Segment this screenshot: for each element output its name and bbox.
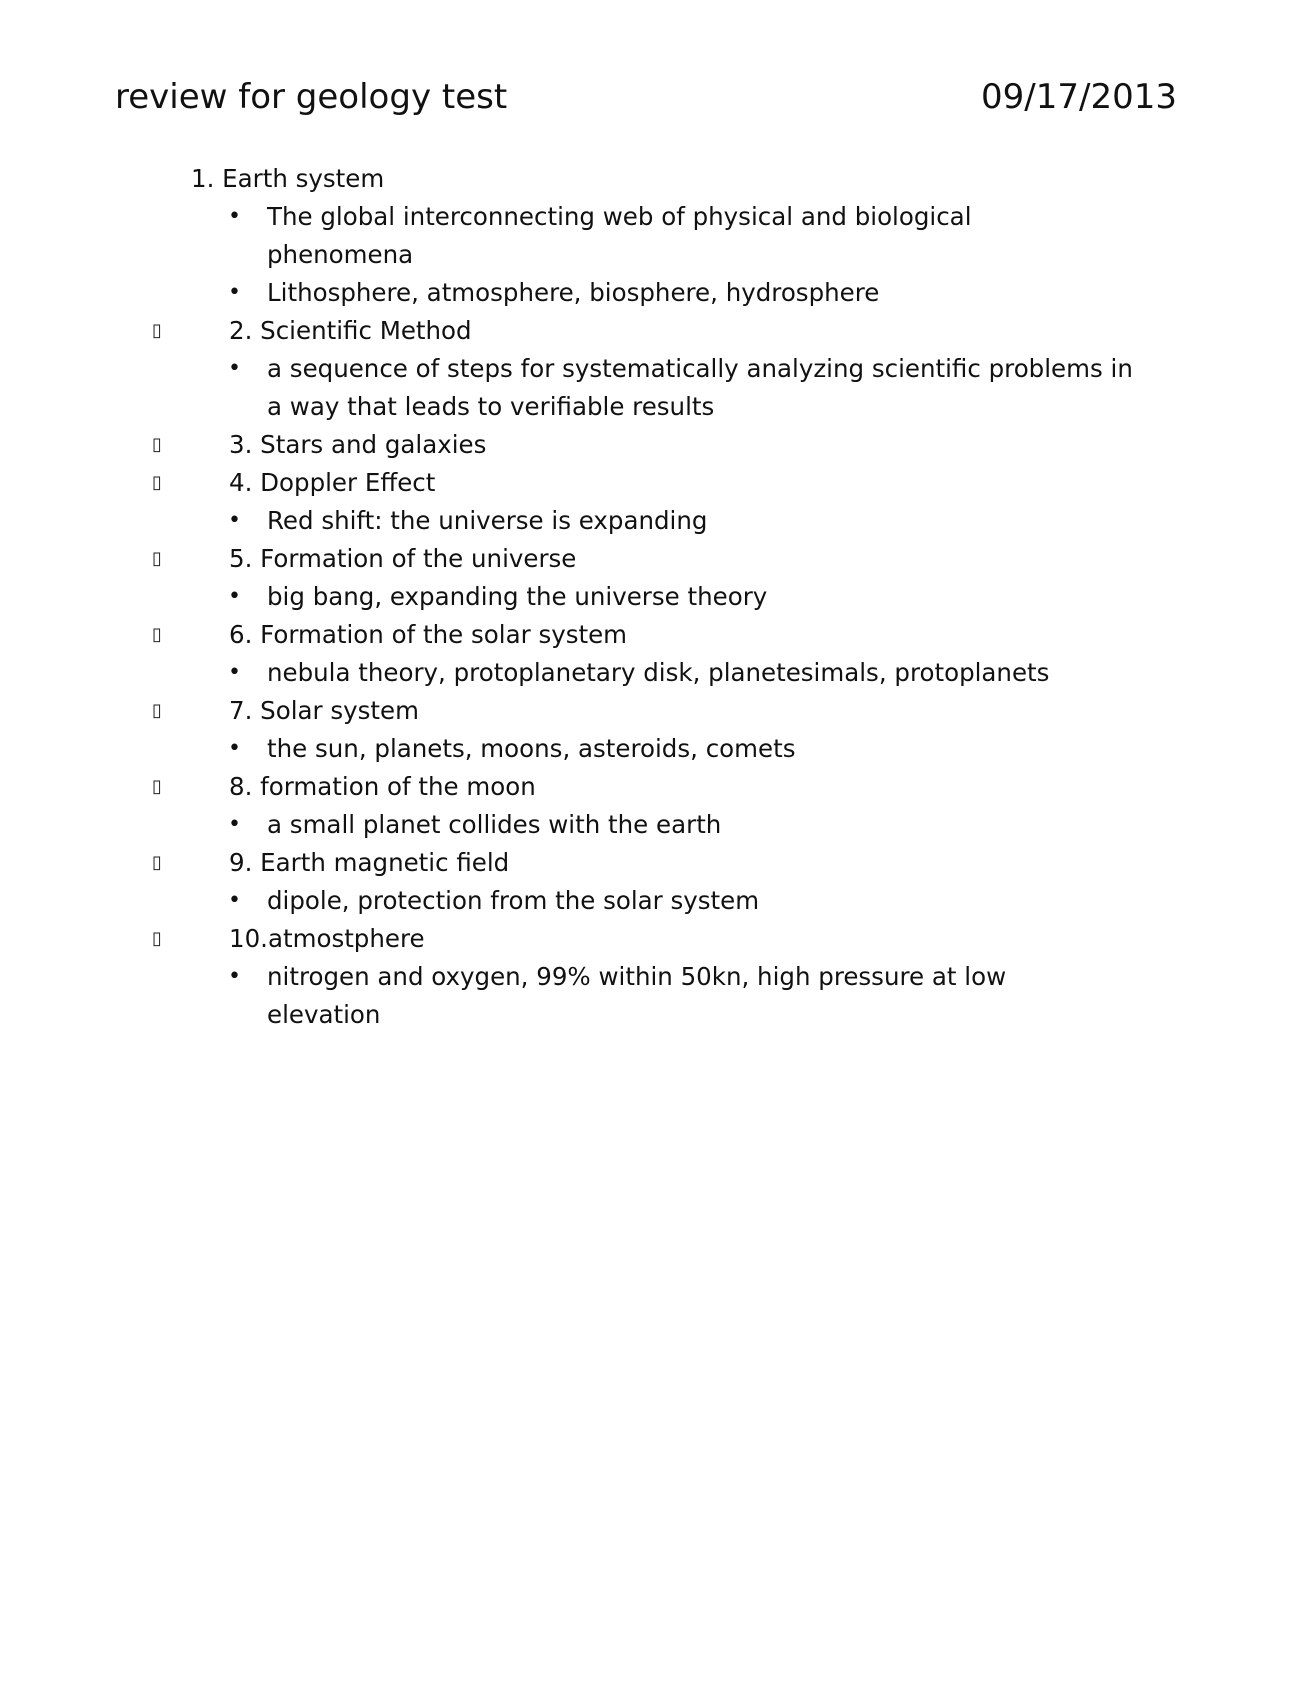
outline-bullet-text: Red shift: the universe is expanding: [267, 506, 708, 535]
outline-bullet-text: a small planet collides with the earth: [267, 810, 722, 839]
outline-bullet: [0, 578, 1306, 616]
missing-glyph-icon: ▯: [152, 624, 162, 645]
bullet-icon: •: [228, 280, 241, 305]
outline-bullet: [0, 654, 1306, 692]
outline-bullet-text: The global interconnecting web of physical and biological phenomena: [267, 202, 972, 269]
outline-bullet: [0, 730, 1306, 768]
outline-bullet: [0, 806, 1306, 844]
bullet-icon: •: [228, 356, 241, 381]
outline-bullet: [0, 350, 1306, 426]
review-outline: [0, 160, 1306, 1034]
outline-bullet-text: nebula theory, protoplanetary disk, planetesimals, protoplanets: [267, 658, 1050, 687]
document-date: 09/17/2013: [981, 77, 1177, 117]
bullet-icon: •: [228, 584, 241, 609]
outline-bullet-text: Lithosphere, atmosphere, biosphere, hydrosphere: [267, 278, 880, 307]
outline-item-label: 10.atmostphere: [229, 924, 425, 953]
outline-bullet-text: a sequence of steps for systematically analyzing scientific problems in a way that leads to verifiable results: [267, 354, 1133, 421]
missing-glyph-icon: ▯: [152, 852, 162, 873]
bullet-icon: •: [228, 204, 241, 229]
document-title: review for geology test: [115, 77, 508, 117]
outline-item: [0, 768, 1306, 806]
outline-item-label: 3. Stars and galaxies: [229, 430, 487, 459]
outline-item: [0, 844, 1306, 882]
outline-item: [0, 920, 1306, 958]
outline-item: [0, 426, 1306, 464]
bullet-icon: •: [228, 812, 241, 837]
missing-glyph-icon: ▯: [152, 434, 162, 455]
outline-bullet: [0, 502, 1306, 540]
missing-glyph-icon: ▯: [152, 928, 162, 949]
outline-bullet: [0, 882, 1306, 920]
missing-glyph-icon: ▯: [152, 776, 162, 797]
outline-item: [0, 692, 1306, 730]
outline-bullet-text: nitrogen and oxygen, 99% within 50kn, high pressure at low elevation: [267, 962, 1007, 1029]
outline-item: [0, 312, 1306, 350]
document-header: [115, 72, 1177, 122]
outline-bullet-text: the sun, planets, moons, asteroids, comets: [267, 734, 796, 763]
missing-glyph-icon: ▯: [152, 548, 162, 569]
bullet-icon: •: [228, 736, 241, 761]
outline-item: [0, 616, 1306, 654]
bullet-icon: •: [228, 964, 241, 989]
outline-item-label: 9. Earth magnetic field: [229, 848, 510, 877]
outline-bullet-text: big bang, expanding the universe theory: [267, 582, 768, 611]
outline-item-label: 6. Formation of the solar system: [229, 620, 628, 649]
outline-item: [0, 160, 1306, 198]
outline-bullet-text: dipole, protection from the solar system: [267, 886, 760, 915]
outline-item-label: 8. formation of the moon: [229, 772, 536, 801]
outline-bullet: [0, 958, 1306, 1034]
outline-item-label: 2. Scientific Method: [229, 316, 472, 345]
outline-bullet: [0, 198, 1306, 274]
outline-item: [0, 540, 1306, 578]
outline-item-label: 4. Doppler Effect: [229, 468, 436, 497]
bullet-icon: •: [228, 508, 241, 533]
bullet-icon: •: [228, 660, 241, 685]
outline-item-label: 1. Earth system: [191, 164, 385, 193]
outline-item-label: 5. Formation of the universe: [229, 544, 577, 573]
outline-item: [0, 464, 1306, 502]
missing-glyph-icon: ▯: [152, 700, 162, 721]
missing-glyph-icon: ▯: [152, 320, 162, 341]
bullet-icon: •: [228, 888, 241, 913]
outline-item-label: 7. Solar system: [229, 696, 419, 725]
missing-glyph-icon: ▯: [152, 472, 162, 493]
outline-bullet: [0, 274, 1306, 312]
